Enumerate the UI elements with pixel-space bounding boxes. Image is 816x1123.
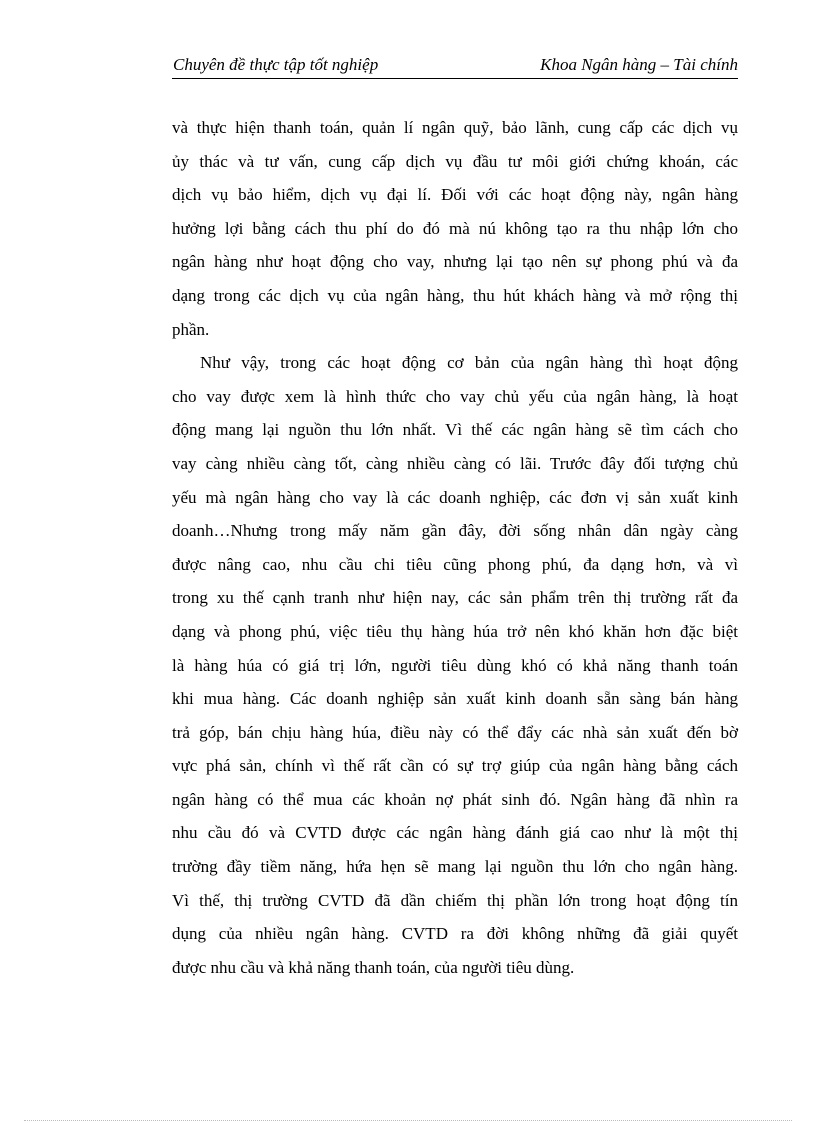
text-line: dạng và phong phú, việc tiêu thụ hàng húa trở nên khó khăn hơn đặc biệt — [172, 621, 738, 641]
text-line: khi mua hàng. Các doanh nghiệp sản xuất kinh doanh sẵn sàng bán hàng — [172, 689, 738, 709]
text-line: ngân hàng có thể mua các khoản nợ phát sinh đó. Ngân hàng đã nhìn ra — [172, 789, 738, 809]
text-line: động mang lại nguồn thu lớn nhất. Vì thế các ngân hàng sẽ tìm cách cho — [172, 420, 738, 440]
text-line: dịch vụ bảo hiểm, dịch vụ đại lí. Đối với các hoạt động này, ngân hàng — [172, 185, 738, 205]
text-line: Như vậy, trong các hoạt động cơ bản của ngân hàng thì hoạt động — [200, 353, 738, 373]
text-line: Vì thế, thị trường CVTD đã dần chiếm thị phần lớn trong hoạt động tín — [172, 890, 738, 910]
text-line: dụng của nhiều ngân hàng. CVTD ra đời không những đã giải quyết — [172, 924, 738, 944]
text-line: là hàng húa có giá trị lớn, người tiêu dùng khó có khả năng thanh toán — [172, 655, 738, 675]
text-line: vực phá sản, chính vì thế rất cần có sự trợ giúp của ngân hàng bằng cách — [172, 756, 738, 776]
text-line: yếu mà ngân hàng cho vay là các doanh nghiệp, các đơn vị sản xuất kinh — [172, 487, 738, 507]
header-faculty-name: Khoa Ngân hàng – Tài chính — [540, 55, 738, 74]
body-text — [172, 111, 738, 984]
text-line: trường đầy tiềm năng, hứa hẹn sẽ mang lại nguồn thu lớn cho ngân hàng. — [172, 857, 738, 877]
text-line: được nâng cao, nhu cầu chi tiêu cũng phong phú, đa dạng hơn, và vì — [172, 554, 738, 574]
text-line: được nhu cầu và khả năng thanh toán, của người tiêu dùng. — [172, 957, 575, 977]
page-header — [172, 54, 738, 79]
text-line: ủy thác và tư vấn, cung cấp dịch vụ đầu tư môi giới chứng khoán, các — [172, 151, 738, 171]
text-line: và thực hiện thanh toán, quản lí ngân quỹ, bảo lãnh, cung cấp các dịch vụ — [172, 118, 738, 137]
page-bottom-divider — [24, 1120, 792, 1121]
text-line: ngân hàng như hoạt động cho vay, nhưng lại tạo nên sự phong phú và đa — [172, 252, 738, 272]
text-line: hưởng lợi bằng cách thu phí do đó mà nú không tạo ra thu nhập lớn cho — [172, 218, 738, 238]
paragraph-1 — [172, 111, 738, 346]
text-line: cho vay được xem là hình thức cho vay chủ yếu của ngân hàng, là hoạt — [172, 386, 738, 406]
text-line: nhu cầu đó và CVTD được các ngân hàng đánh giá cao như là một thị — [172, 823, 738, 843]
text-line: trả góp, bán chịu hàng húa, điều này có thể đẩy các nhà sản xuất đến bờ — [172, 722, 738, 742]
header-thesis-title: Chuyên đề thực tập tốt nghiệp — [173, 55, 379, 74]
text-line: vay càng nhiều càng tốt, càng nhiều càng có lãi. Trước đây đối tượng chủ — [172, 453, 738, 473]
text-line: dạng trong các dịch vụ của ngân hàng, thu hút khách hàng và mở rộng thị — [172, 285, 738, 305]
paragraph-2 — [172, 346, 738, 984]
text-line: trong xu thế cạnh tranh như hiện nay, các sản phẩm trên thị trường rất đa — [172, 588, 738, 608]
text-line: doanh…Nhưng trong mấy năm gần đây, đời sống nhân dân ngày càng — [172, 521, 738, 541]
text-line: phần. — [172, 319, 210, 339]
